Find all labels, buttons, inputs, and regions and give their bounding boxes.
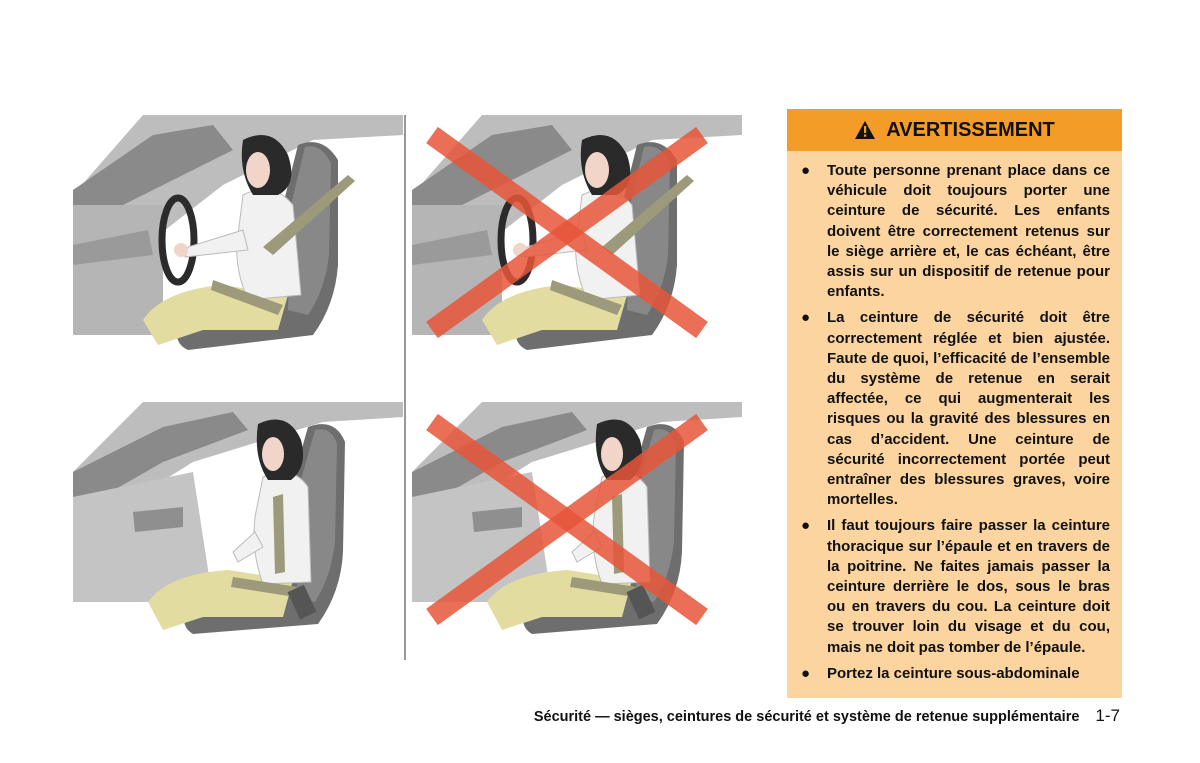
warning-item: [801, 161, 1110, 302]
page-footer: [480, 706, 1120, 726]
seatbelt-illustrations: [60, 110, 760, 670]
illustration-incorrect-shoulder-belt: [412, 115, 742, 350]
warning-item-text: Toute personne prenant place dans ce véhicule doit toujours porter une ceinture de sécurité. Les enfants doivent être correctement retenus sur le siège arrière et, le cas échéant, être assis sur un dispositif de retenue pour enfants.: [827, 162, 1110, 301]
bullet-icon: ●: [801, 162, 811, 179]
warning-title: AVERTISSEMENT: [886, 118, 1055, 141]
warning-item-text: Portez la ceinture sous-abdominale: [827, 664, 1080, 682]
illustration-incorrect-lap-belt: [412, 402, 742, 634]
warning-header: [787, 109, 1122, 151]
warning-item: [801, 308, 1110, 510]
bullet-icon: ●: [801, 664, 811, 682]
illustration-correct-shoulder-belt: [73, 115, 403, 350]
warning-item: [801, 664, 1110, 684]
illustrations-svg: [60, 110, 760, 670]
bullet-icon: ●: [801, 517, 811, 535]
page-number: 1-7: [1095, 706, 1120, 725]
warning-item-text: La ceinture de sécurité doit être correctement réglée et bien ajustée. Faute de quoi, l’efficacité de l’ensemble du système de retenue en serait affectée, ce qui augmenterait les risques ou la gravité des blessures en cas d’accident. Une ceinture de sécurité incorrectement portée peut entraîner des blessures graves, voire mortelles.: [827, 309, 1110, 509]
warning-triangle-icon: [854, 120, 876, 140]
warning-item: [801, 516, 1110, 657]
bullet-icon: ●: [801, 309, 811, 327]
warning-box: [787, 109, 1122, 698]
illustration-correct-lap-belt: [73, 402, 403, 634]
warning-item-text: Il faut toujours faire passer la ceinture thoracique sur l’épaule et en travers de la poitrine. Ne faites jamais passer la ceinture derrière le dos, sous le bras ou en travers du cou. La ceinture doit se trouver loin du visage et du cou, mais ne doit pas tomber de l’épaule.: [827, 517, 1110, 656]
warning-list: [787, 151, 1122, 684]
footer-section-title: Sécurité — sièges, ceintures de sécurité et système de retenue supplémentaire: [533, 709, 1080, 725]
